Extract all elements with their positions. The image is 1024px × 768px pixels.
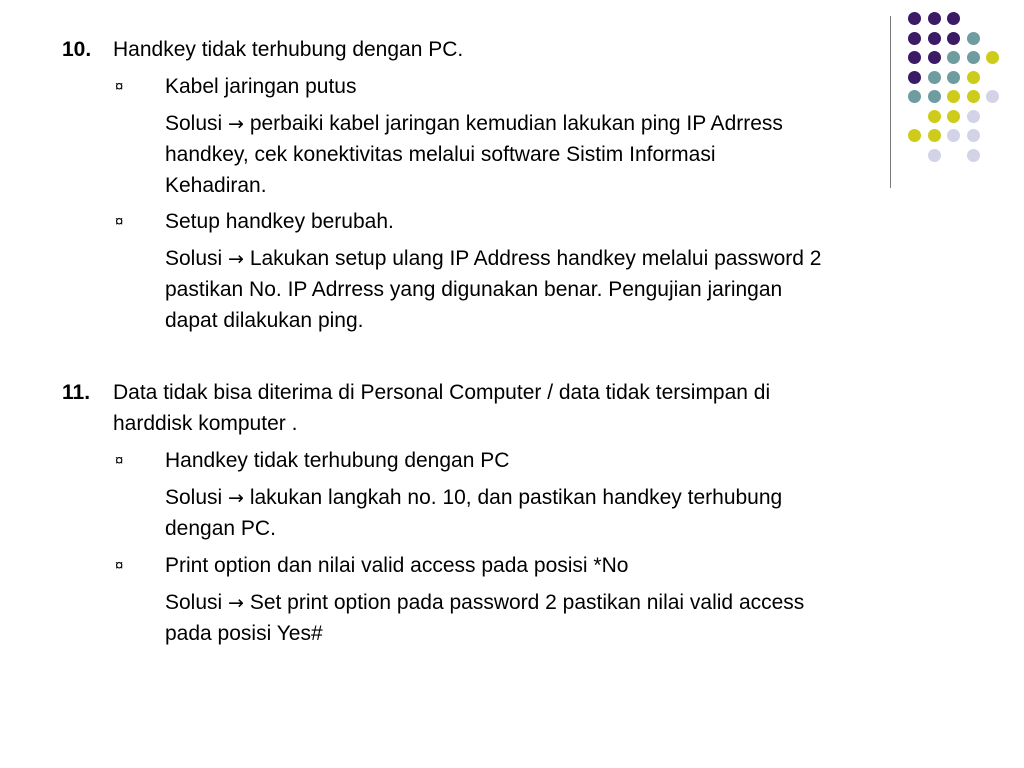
item-10-sub1-solusi-line1 (165, 108, 783, 140)
item-11-title-line1: Data tidak bisa diterima di Personal Computer / data tidak tersimpan di (113, 381, 771, 404)
dot (928, 32, 941, 45)
item-11-title-line2: harddisk komputer . (113, 412, 298, 435)
item-10-sub2-solusi-line3: dapat dilakukan ping. (165, 309, 364, 332)
dot (986, 90, 999, 103)
item-10-number: 10. (62, 38, 92, 61)
dot (947, 32, 960, 45)
solusi-label: Solusi (165, 486, 223, 509)
dot (986, 51, 999, 64)
item-11-sub2-solusi-line1 (165, 587, 804, 619)
dot (928, 51, 941, 64)
bullet-icon: ¤ (115, 452, 124, 469)
item-11-sub1-solusi-line2: dengan PC. (165, 517, 276, 540)
arrow-right-icon: → (228, 248, 244, 270)
dot (908, 71, 921, 84)
item-10-sub1-solusi-line3: Kehadiran. (165, 174, 267, 197)
dot (908, 90, 921, 103)
item-10-sub2-solusi-line2: pastikan No. IP Adrress yang digunakan benar. Pengujian jaringan (165, 278, 783, 301)
solusi-text: lakukan langkah no. 10, dan pastikan handkey terhubung (249, 486, 783, 509)
dot (947, 12, 960, 25)
item-10-sub1-title: Kabel jaringan putus (165, 75, 357, 98)
item-11-sub2-solusi-line2: pada posisi Yes# (165, 622, 323, 645)
dot (928, 110, 941, 123)
dot (967, 110, 980, 123)
arrow-right-icon: → (228, 592, 244, 614)
dot (967, 71, 980, 84)
dot (947, 71, 960, 84)
arrow-right-icon: → (228, 113, 244, 135)
dot (928, 149, 941, 162)
dot (967, 149, 980, 162)
item-10-sub1-solusi-line2: handkey, cek konektivitas melalui software Sistim Informasi (165, 143, 716, 166)
solusi-text: Lakukan setup ulang IP Address handkey melalui password 2 (249, 247, 822, 270)
dot (908, 12, 921, 25)
dot-grid-icon (908, 12, 1012, 164)
arrow-right-icon: → (228, 487, 244, 509)
item-10-title: Handkey tidak terhubung dengan PC. (113, 38, 464, 61)
dot (967, 51, 980, 64)
solusi-text: Set print option pada password 2 pastikan nilai valid access (249, 591, 805, 614)
item-11-sub2-title: Print option dan nilai valid access pada posisi *No (165, 554, 629, 577)
solusi-label: Solusi (165, 591, 223, 614)
item-11-sub1-title: Handkey tidak terhubung dengan PC (165, 449, 510, 472)
dot (947, 51, 960, 64)
divider-line (890, 16, 891, 188)
solusi-label: Solusi (165, 247, 223, 270)
bullet-icon: ¤ (115, 557, 124, 574)
dot (928, 71, 941, 84)
dot (947, 129, 960, 142)
dot (967, 32, 980, 45)
dot (908, 129, 921, 142)
bullet-icon: ¤ (115, 78, 124, 95)
dot (928, 90, 941, 103)
bullet-icon: ¤ (115, 213, 124, 230)
item-10-sub2-solusi-line1 (165, 243, 821, 275)
dot (908, 32, 921, 45)
dot (928, 12, 941, 25)
dot (967, 90, 980, 103)
dot (967, 129, 980, 142)
dot (928, 129, 941, 142)
solusi-label: Solusi (165, 112, 223, 135)
solusi-text: perbaiki kabel jaringan kemudian lakukan ping IP Adrress (249, 112, 783, 135)
dot (947, 110, 960, 123)
dot (947, 90, 960, 103)
dot (908, 51, 921, 64)
item-11-sub1-solusi-line1 (165, 482, 782, 514)
item-11-number: 11. (62, 381, 91, 404)
item-10-sub2-title: Setup handkey berubah. (165, 210, 394, 233)
